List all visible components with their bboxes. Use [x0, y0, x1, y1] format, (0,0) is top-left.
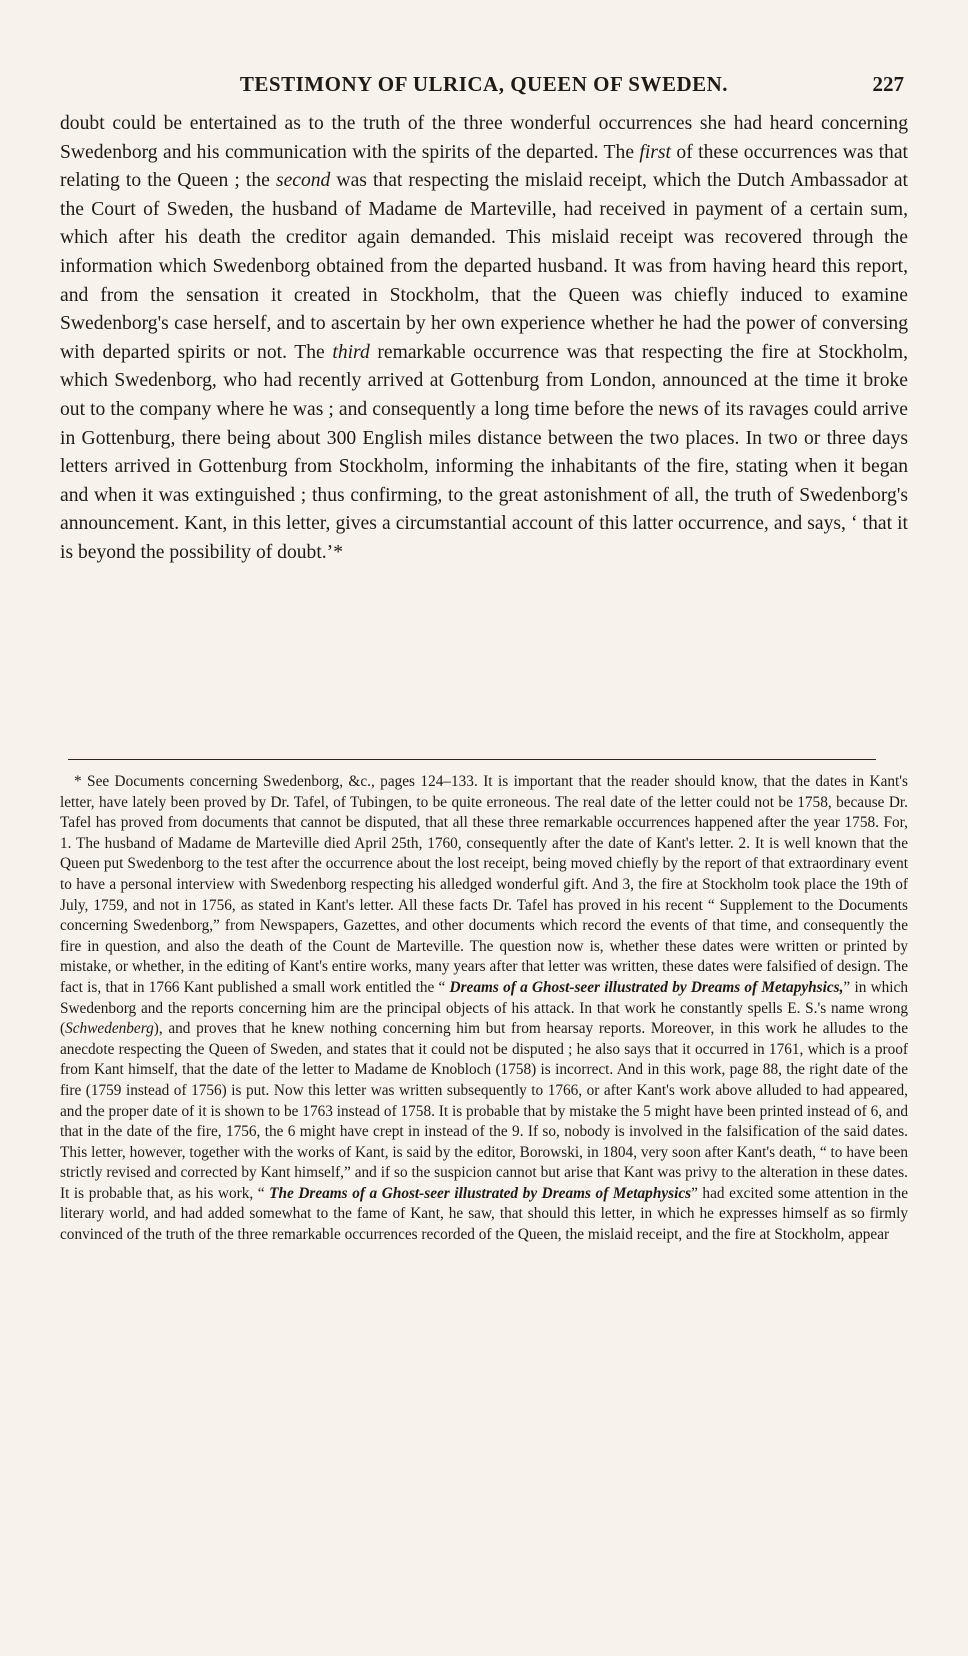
- body-text-segment: of these occurrences was that relating to the Queen ; the: [60, 141, 908, 192]
- footnote-text-segment: ” had excited some attention in the literary world, and had added somewhat to the fame of Kant, he saw, that should this letter, in which he expresses himself as so firmly convinced of the truth of the three remarkable occurrences recorded of the Queen, the mislaid receipt, and the fire at Stockholm, appear: [60, 1184, 908, 1244]
- footnote-text-segment: ” in which Swedenborg and the reports concerning him are the principal objects of his attack. In that work he constantly spells E. S.'s name wrong (: [60, 978, 908, 1038]
- work-title-dreams: Dreams of a Ghost-seer illustrated by Dreams of Metapyhsics,: [449, 978, 844, 996]
- emphasis-third: third: [332, 341, 370, 363]
- misspelled-name: Schwedenberg: [65, 1020, 154, 1038]
- body-text-segment: was that respecting the mislaid receipt, which the Dutch Ambassador at the Court of Sweden, the husband of Madame de Marteville, had received in payment of a certain sum, which after his death the creditor again demanded. This mislaid receipt was recovered through the information which Swedenborg obtained from the departed husband. It was from having heard this report, and from the sensation it created in Stockholm, that the Queen was chiefly induced to examine Swedenborg's case herself, and to ascertain by her own experience whether he had the power of conversing with departed spirits or not. The: [60, 170, 908, 363]
- body-text-segment: doubt could be entertained as to the truth of the three wonderful occurrences she had heard concerning Swedenborg and his communication with the spirits of the departed. The: [60, 113, 908, 163]
- work-title-dreams-2: The Dreams of a Ghost-seer illustrated by Dreams of Metaphysics: [269, 1184, 692, 1202]
- running-title: TESTIMONY OF ULRICA, QUEEN OF SWEDEN.: [239, 72, 729, 96]
- page-number: 227: [872, 72, 904, 96]
- footnote-rule: [68, 759, 876, 760]
- emphasis-second: second: [275, 170, 331, 192]
- footnote-text-segment: * See Documents concerning Swedenborg, &c., pages 124–133. It is important that the reader should know, that the dates in Kant's letter, have lately been proved by Dr. Tafel, of Tubingen, to be quite erroneous. The real date of the letter could not be 1758, because Dr. Tafel has proved from documents that cannot be disputed, that all these three remarkable occurrences happened after the year 1758. For, 1. The husband of Madame de Marteville died April 25th, 1760, consequently after the date of Kant's letter. 2. It is well known that the Queen put Swedenborg to the test after the occurrence about the lost receipt, being moved chiefly by the report of that extraordinary event to have a personal interview with Swedenborg respecting his alledged wonderful gift. And 3, the fire at Stockholm took place the 19th of July, 1759, and not in 1756, as stated in Kant's letter. All these facts Dr. Tafel has proved in his recent “ Supplement to the Documents concerning Swedenborg,” from Newspapers, Gazettes, and other documents which record the events of that time, and consequently the fire in question, and also the death of the Count de Marteville. The question now is, whether these dates were written or printed by mistake, or whether, in the editing of Kant's entire works, many years after that letter was written, these dates were falsified of design. The fact is, that in 1766 Kant published a small work entitled the “: [60, 773, 908, 996]
- emphasis-first: first: [639, 141, 672, 163]
- page-header: [60, 72, 908, 102]
- body-paragraph: [60, 110, 908, 568]
- footnote-text-segment: ), and proves that he knew nothing concerning him but from hearsay reports. Moreover, in this work he alludes to the anecdote respecting the Queen of Sweden, and states that it could not be disputed ; he also says that it occurred in 1761, which is a proof from Kant himself, that the date of the letter to Madame de Knobloch (1758) is incorrect. And in this work, page 88, the right date of the fire (1759 instead of 1756) is put. Now this letter was written subsequently to 1766, or after Kant's work above alluded to had appeared, and the proper date of it is shown to be 1763 instead of 1758. It is probable that by mistake the 5 might have been printed instead of 6, and that in the date of the fire, 1756, the 6 might have crept in instead of the 9. If so, nobody is involved in the falsification of the said dates. This letter, however, together with the works of Kant, is said by the editor, Borowski, in 1804, very soon after Kant's death, “ to have been strictly revised and corrected by Kant himself,” and if so the suspicion cannot but arise that Kant was privy to the alteration in these dates. It is probable that, as his work, “: [60, 1020, 908, 1202]
- footnote: [60, 772, 908, 1246]
- body-text-segment: remarkable occurrence was that respecting the fire at Stockholm, which Swedenborg, who had recently arrived at Gottenburg from London, announced at the time it broke out to the company where he was ; and consequently a long time before the news of its ravages could arrive in Gottenburg, there being about 300 English miles distance between the two places. In two or three days letters arrived in Gottenburg from Stockholm, informing the inhabitants of the fire, stating when it began and when it was extinguished ; thus confirming, to the great astonishment of all, the truth of Swedenborg's announcement. Kant, in this letter, gives a circumstantial account of this latter occurrence, and says, ‘ that it is beyond the possibility of doubt.’*: [60, 341, 908, 563]
